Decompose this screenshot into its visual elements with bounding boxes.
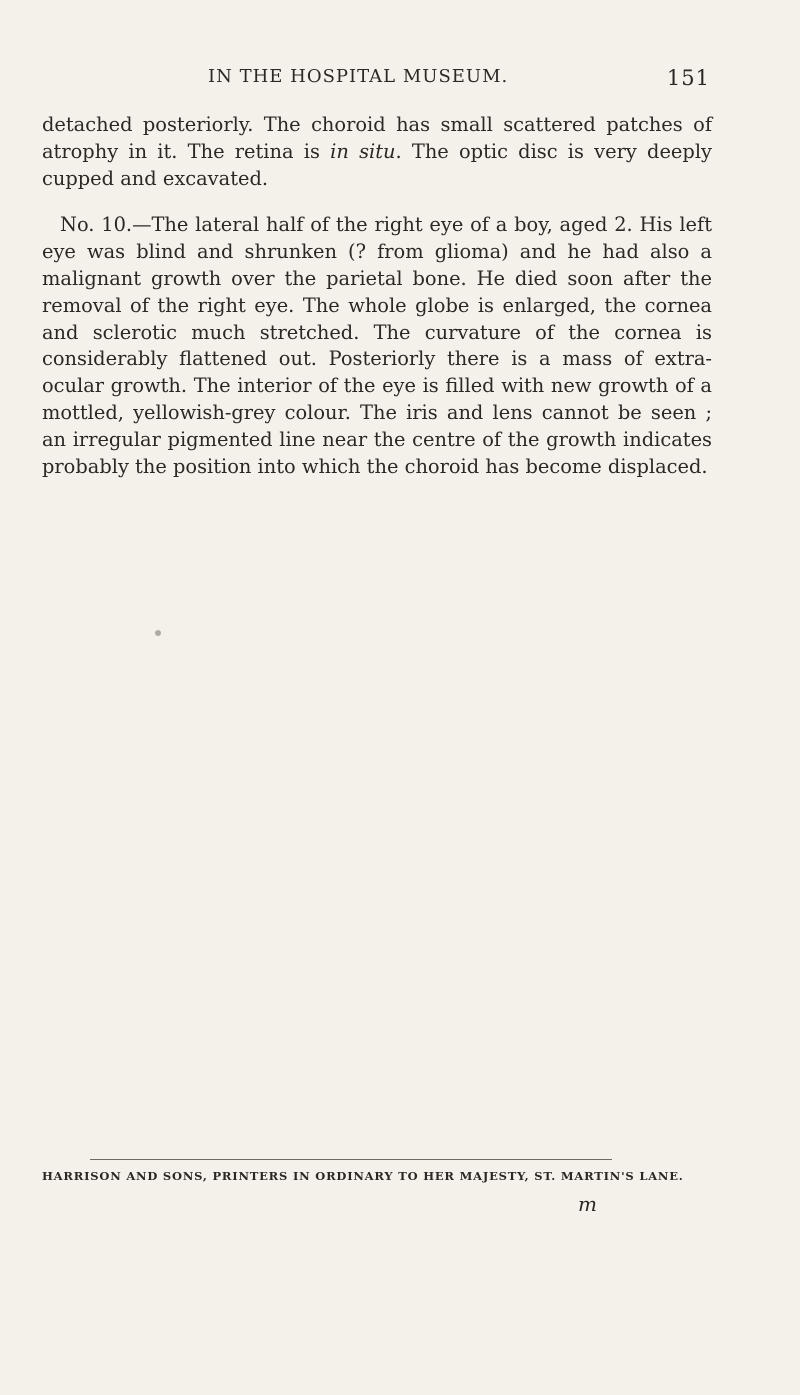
ink-speck [155,630,161,636]
italic-term: in situ [330,139,396,163]
running-title: IN THE HOSPITAL MUSEUM. [208,66,509,87]
text-segment: No. 10.—The lateral half of the right eye of a boy, aged 2. His left eye was blind and shrunken (? from glioma) and he had also a malignant growth over the parietal bone. He died soon after the removal of the right eye. The whole globe is enlarged, the cornea and sclerotic much stretched. The curvature of the cornea is considerably flattened out. Posteriorly there is a mass of extra-ocular growth. The interior of the eye is filled with new growth of a mottled, yellowish-grey colour. The iris and lens cannot be seen ; an irregular pigmented line near the centre of the growth indicates probably the position into which the choroid has become displaced. [42,213,712,478]
page-number: 151 [666,66,710,90]
paragraph-2 [42,212,712,480]
paragraph-1 [42,112,712,192]
text-segment: detached posteriorly. The choroid has small scattered patches of atrophy in it. The retina is [42,113,712,163]
text-segment: . The optic disc is very deeply cupped and excavated. [42,139,712,190]
signature-mark: m [578,1192,597,1216]
body-text [42,112,712,480]
imprint-rule [90,1159,612,1160]
running-head [160,66,710,96]
printer-imprint: HARRISON AND SONS, PRINTERS IN ORDINARY TO HER MAJESTY, ST. MARTIN'S LANE. [42,1169,684,1183]
